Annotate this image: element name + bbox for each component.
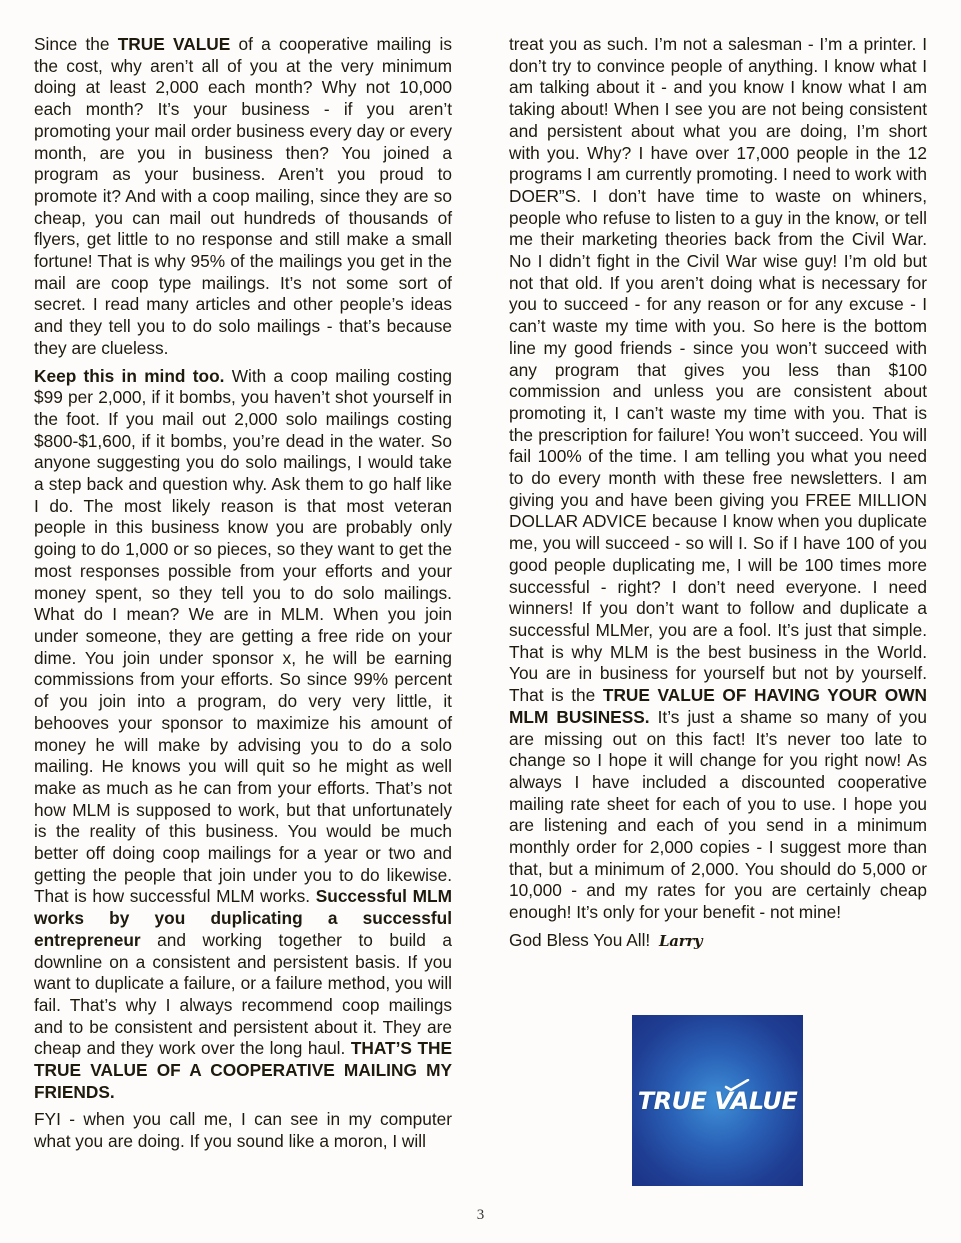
text-run: Since the <box>34 34 118 54</box>
bold-text-run: TRUE VALUE OF HAVING YOUR OWN MLM BUSINESS. <box>509 685 927 727</box>
left-column <box>34 34 452 1159</box>
bold-text-run: Keep this in mind too. <box>34 365 225 386</box>
text-run: FYI - when you call me, I can see in my computer what you are doing. If you sound like a moron, I will <box>34 1109 452 1152</box>
signature: Larry <box>659 931 703 950</box>
paragraph-cost <box>34 34 452 360</box>
check-icon <box>724 1079 750 1091</box>
bold-text-run: Successful MLM works by you duplicating a successful entrepreneur <box>34 886 452 950</box>
closing-text: God Bless You All! <box>509 929 651 950</box>
logo-text <box>638 1087 797 1115</box>
logo-wordmark: TRUE VALUE <box>637 1086 798 1115</box>
bold-text-run: TRUE VALUE <box>117 34 231 54</box>
right-column <box>509 34 927 959</box>
paragraph-fyi <box>34 1109 452 1152</box>
paragraph-not-a-salesman <box>509 34 927 924</box>
text-run: of a cooperative mailing is the cost, why aren’t all of you at the very minimum doing at least 2,000 each month? Why not 10,000 each month? It’s your business - if you aren’t promoting your mail order business every day or every month, are you in business then? You joined a program as your business. Aren’t you proud to promote it? And with a coop mailing, since they are so cheap, you can mail out hundreds of thousands of flyers, get little to no response and still make a small fortune! That is why 95% of the mailings you get in the mail are coop type mailings. It’s not some sort of secret. I read many articles and other people’s ideas and they tell you to do solo mailings - that’s because they are clueless. <box>34 34 452 358</box>
page-number: 3 <box>476 1207 485 1223</box>
text-run: and working together to build a downline on a consistent and persistent basis. If you want to duplicate a failure, or a failure method, you will fail. That’s why I always recommend coop mailings and to be consistent and persistent about it. They are cheap and they work over the long haul. <box>34 929 452 1059</box>
paragraph-keep-in-mind <box>34 366 452 1104</box>
true-value-logo <box>632 1015 803 1186</box>
bold-text-run: THAT’S THE TRUE VALUE OF A COOPERATIVE MAILING MY FRIENDS. <box>34 1038 453 1102</box>
closing-line <box>509 930 927 953</box>
text-run: treat you as such. I’m not a salesman - I’m a printer. I don’t try to convince people of anything. I know what I am talking about it - and you know I know what I am taking about! When I see you are not being consistent and persistent about what you are doing, I’m short with you. Why? I have over 17,000 people in the 12 programs I am currently promoting. I need to work with DOER”S. I don’t have time to waste on whiners, people who refuse to listen to a guy in the know, or tell me their marketing theories back from the Civil War. No I didn’t fight in the Civil War wise guy! I’m old but not that old. If you aren’t doing what is necessary for you to succeed - for any reason or for any excuse - I can’t waste my time with you. So here is the bottom line my good friends - since you won’t succeed with any program that gives you less than $100 commission and unless you are consistent about promoting it, I can’t waste my time with you. That is the prescription for failure! You won’t succeed. You will fail 100% of the time. I am telling you what you need to do every month with these free newsletters. I am giving you and have been giving you FREE MILLION DOLLAR ADVICE because I know when you duplicate me, you will succeed - so will I. So if I have 100 of you good people duplicating me, I will be 100 times more successful - right? I don’t need everyone. I need winners! If you don’t want to follow and duplicate a successful MLMer, you are a fool. It’s just that simple. That is why MLM is the best business in the World. You are in business for yourself but not by yourself. That is the <box>509 34 927 706</box>
text-run: It’s just a shame so many of you are missing out on this fact! It’s never too late to change so I hope it will change for you right now! As always I have included a discounted cooperative mailing rate sheet for each of you to use. I hope you are listening and each of you send in a minimum monthly order for 2,000 copies - I suggest more than that, but a minimum of 2,000. You should do 5,000 or 10,000 - and my rates for you are certainly cheap enough! It’s only for your benefit - not mine! <box>509 706 927 923</box>
text-run: With a coop mailing costing $99 per 2,000, if it bombs, you haven’t shot yourself in the foot. If you mail out 2,000 solo mailings costing $800-$1,600, if it bombs, you’re dead in the water. So anyone suggesting you do solo mailings, I would take a step back and question why. Ask them to go half like I do. The most likely reason is that most veteran people in this business know you are probably only going to do 1,000 or so pieces, so they want to get the most responses possible from your efforts and your money spent, so they tell you to do solo mailings. What do I mean? We are in MLM. When you join under someone, they are getting a free ride on your dime. You join under sponsor x, he will be earning commissions from your efforts. So since 99% percent of you join into a program, do very very little, it behooves your sponsor to maximize his amount of money he will make by advising you to do a solo mailing. He knows you will quit so he might as well make as much as he can from your efforts. That’s not how MLM is supposed to work, but that unfortunately is the reality of this business. You would be much better off doing coop mailings for a year or two and getting the people that join under you to do likewise. That is how successful MLM works. <box>34 365 452 907</box>
